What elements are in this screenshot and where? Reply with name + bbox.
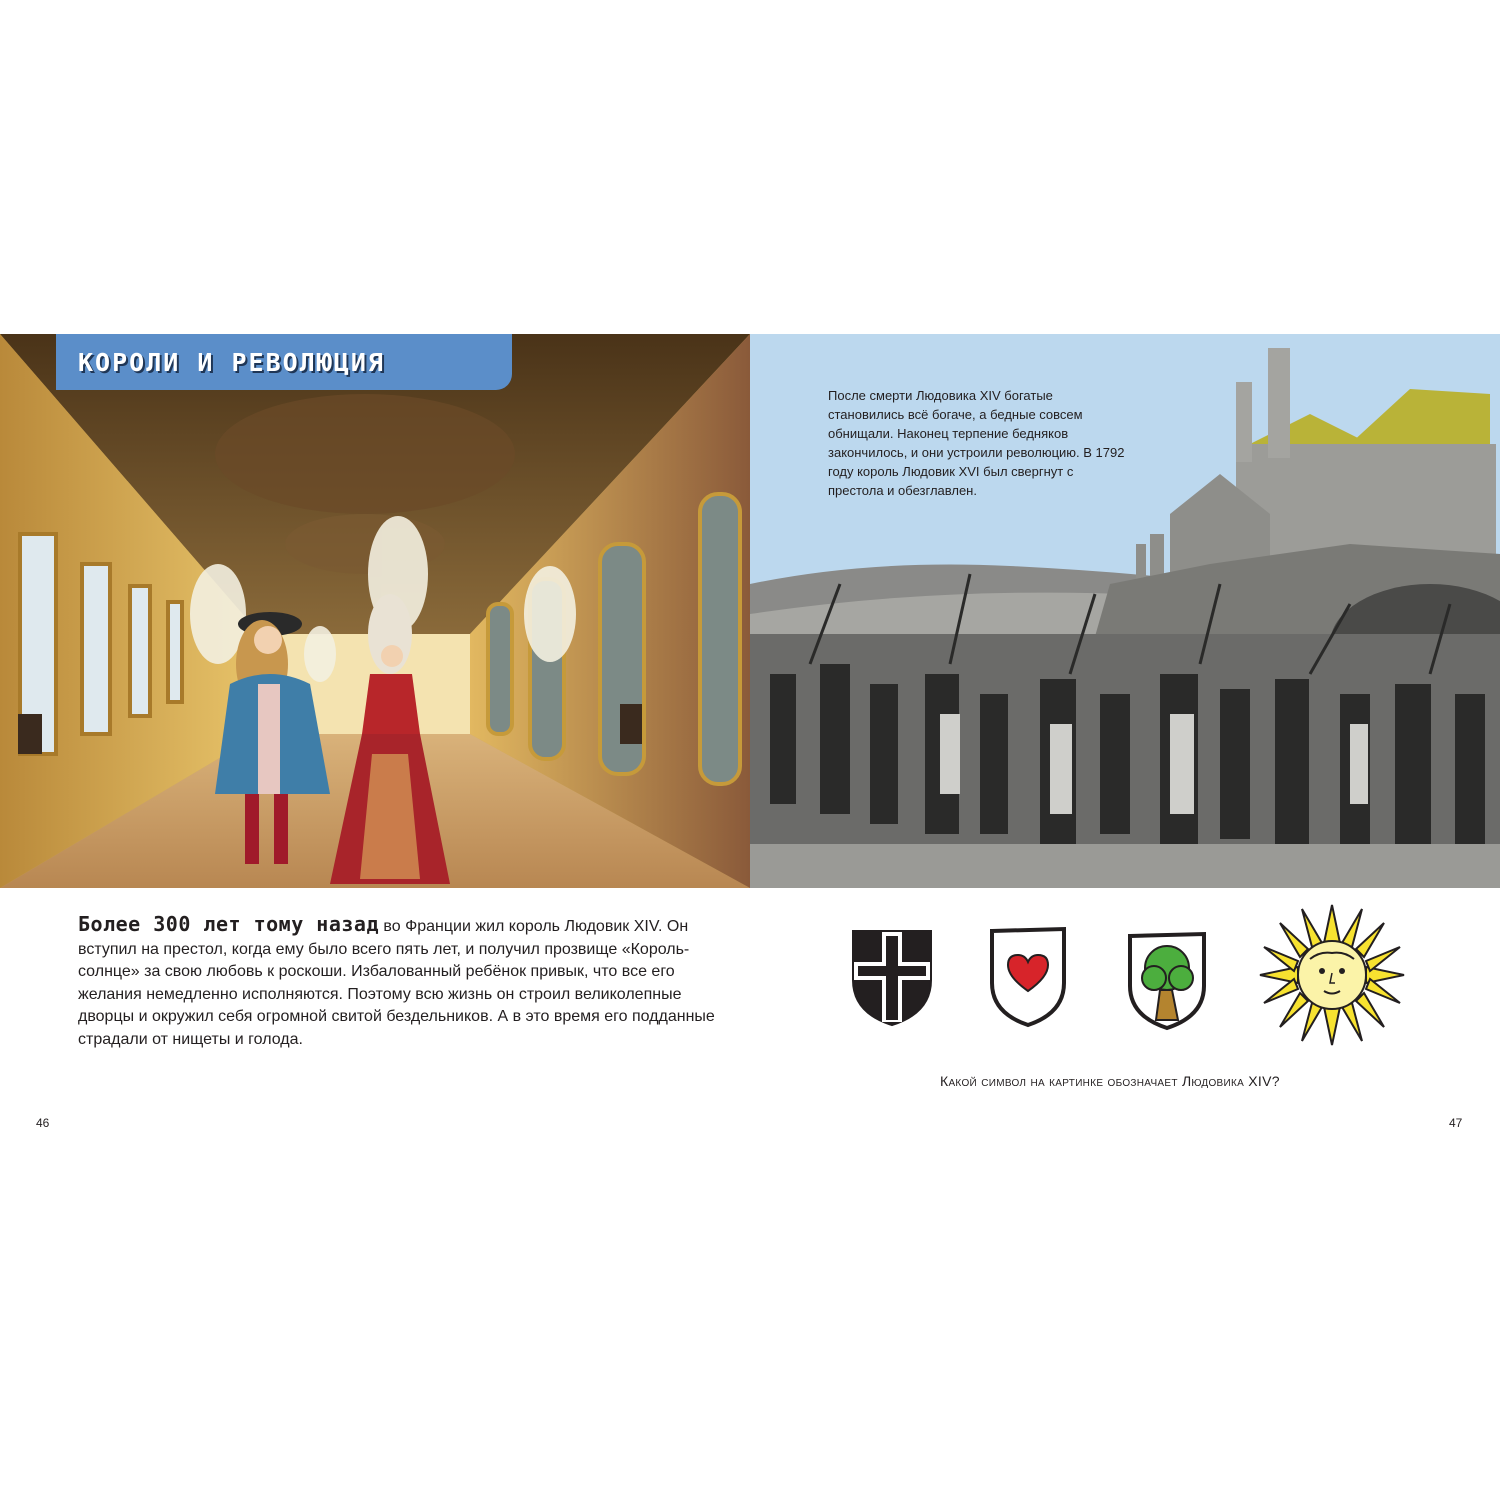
sun-face-icon	[1258, 903, 1406, 1047]
page-number-left: 46	[36, 1116, 50, 1130]
chapter-title: КОРОЛИ И РЕВОЛЮЦИЯ	[78, 347, 385, 377]
heart-shield-icon	[988, 925, 1068, 1029]
cross-shield-icon	[850, 928, 934, 1028]
lead-phrase: Более 300 лет тому назад	[78, 912, 379, 936]
page-number-right: 47	[1449, 1116, 1463, 1130]
main-paragraph	[78, 913, 738, 1052]
hall-of-mirrors-image	[0, 334, 750, 888]
tree-shield-icon	[1126, 930, 1208, 1032]
revolution-caption: После смерти Людовика XIV богатые становились всё богаче, а бедные совсем обнищали. Наконец терпение бедняков закончилось, и они устроили революцию. В 1792 году король Людовик XVI был свергнут с престола и обезглавлен.	[828, 388, 1125, 498]
chapter-title-banner	[56, 334, 512, 390]
question-caption: Какой символ на картинке обозначает Людовика XIV?	[940, 1073, 1280, 1089]
main-paragraph-body: во Франции жил король Людовик XIV. Он вступил на престол, когда ему было всего пять лет, и получил прозвище «Король-солнце» за свою любовь к роскоши. Избалованный ребёнок привык, что все его желания немедленно исполняются. Поэтому всю жизнь он строил великолепные дворцы и окружил себя огромной свитой бездельников. А в это время его подданные страдали от нищеты и голода.	[78, 918, 715, 1048]
hall-of-mirrors-illustration	[0, 334, 750, 888]
